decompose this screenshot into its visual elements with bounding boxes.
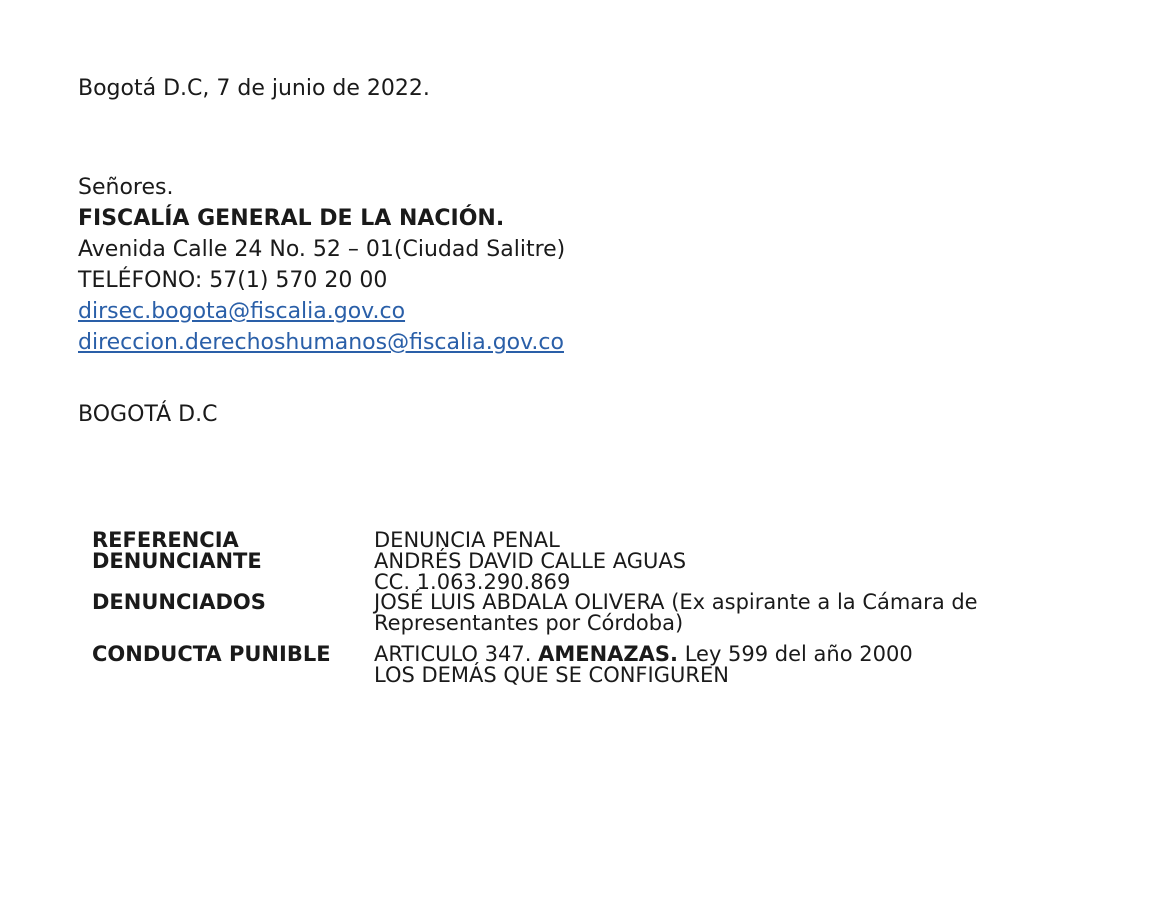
referencia-label: REFERENCIA — [92, 528, 239, 552]
phone: TELÉFONO: 57(1) 570 20 00 — [78, 268, 388, 293]
conducta-label: CONDUCTA PUNIBLE — [92, 642, 331, 666]
city-line: BOGOTÁ D.C — [78, 402, 218, 427]
conducta-line-2: LOS DEMÁS QUE SE CONFIGUREN — [374, 663, 729, 687]
denunciante-name: ANDRÉS DAVID CALLE AGUAS — [374, 549, 687, 573]
conducta-suffix: Ley 599 del año 2000 — [684, 642, 913, 666]
salutation: Señores. — [78, 175, 174, 200]
denunciados-label: DENUNCIADOS — [92, 590, 266, 614]
conducta-prefix: ARTICULO 347. — [374, 642, 532, 666]
organization-name: FISCALÍA GENERAL DE LA NACIÓN. — [78, 206, 505, 231]
denunciante-label: DENUNCIANTE — [92, 549, 262, 573]
email-link-dirsec[interactable]: dirsec.bogota@fiscalia.gov.co — [78, 299, 406, 324]
denunciados-line-2: Representantes por Córdoba) — [374, 611, 684, 635]
date-line: Bogotá D.C, 7 de junio de 2022. — [78, 76, 430, 101]
referencia-value: DENUNCIA PENAL — [374, 528, 560, 552]
email-link-derechos-humanos[interactable]: direccion.derechoshumanos@fiscalia.gov.co — [78, 330, 564, 355]
denunciante-id: CC. 1.063.290.869 — [374, 570, 571, 594]
address: Avenida Calle 24 No. 52 – 01(Ciudad Salitre) — [78, 237, 566, 262]
addressee-block — [78, 172, 565, 358]
denunciados-line-1: JOSÉ LUIS ABDALA OLIVERA (Ex aspirante a la Cámara de — [374, 590, 978, 614]
conducta-bold: AMENAZAS. — [538, 642, 678, 666]
